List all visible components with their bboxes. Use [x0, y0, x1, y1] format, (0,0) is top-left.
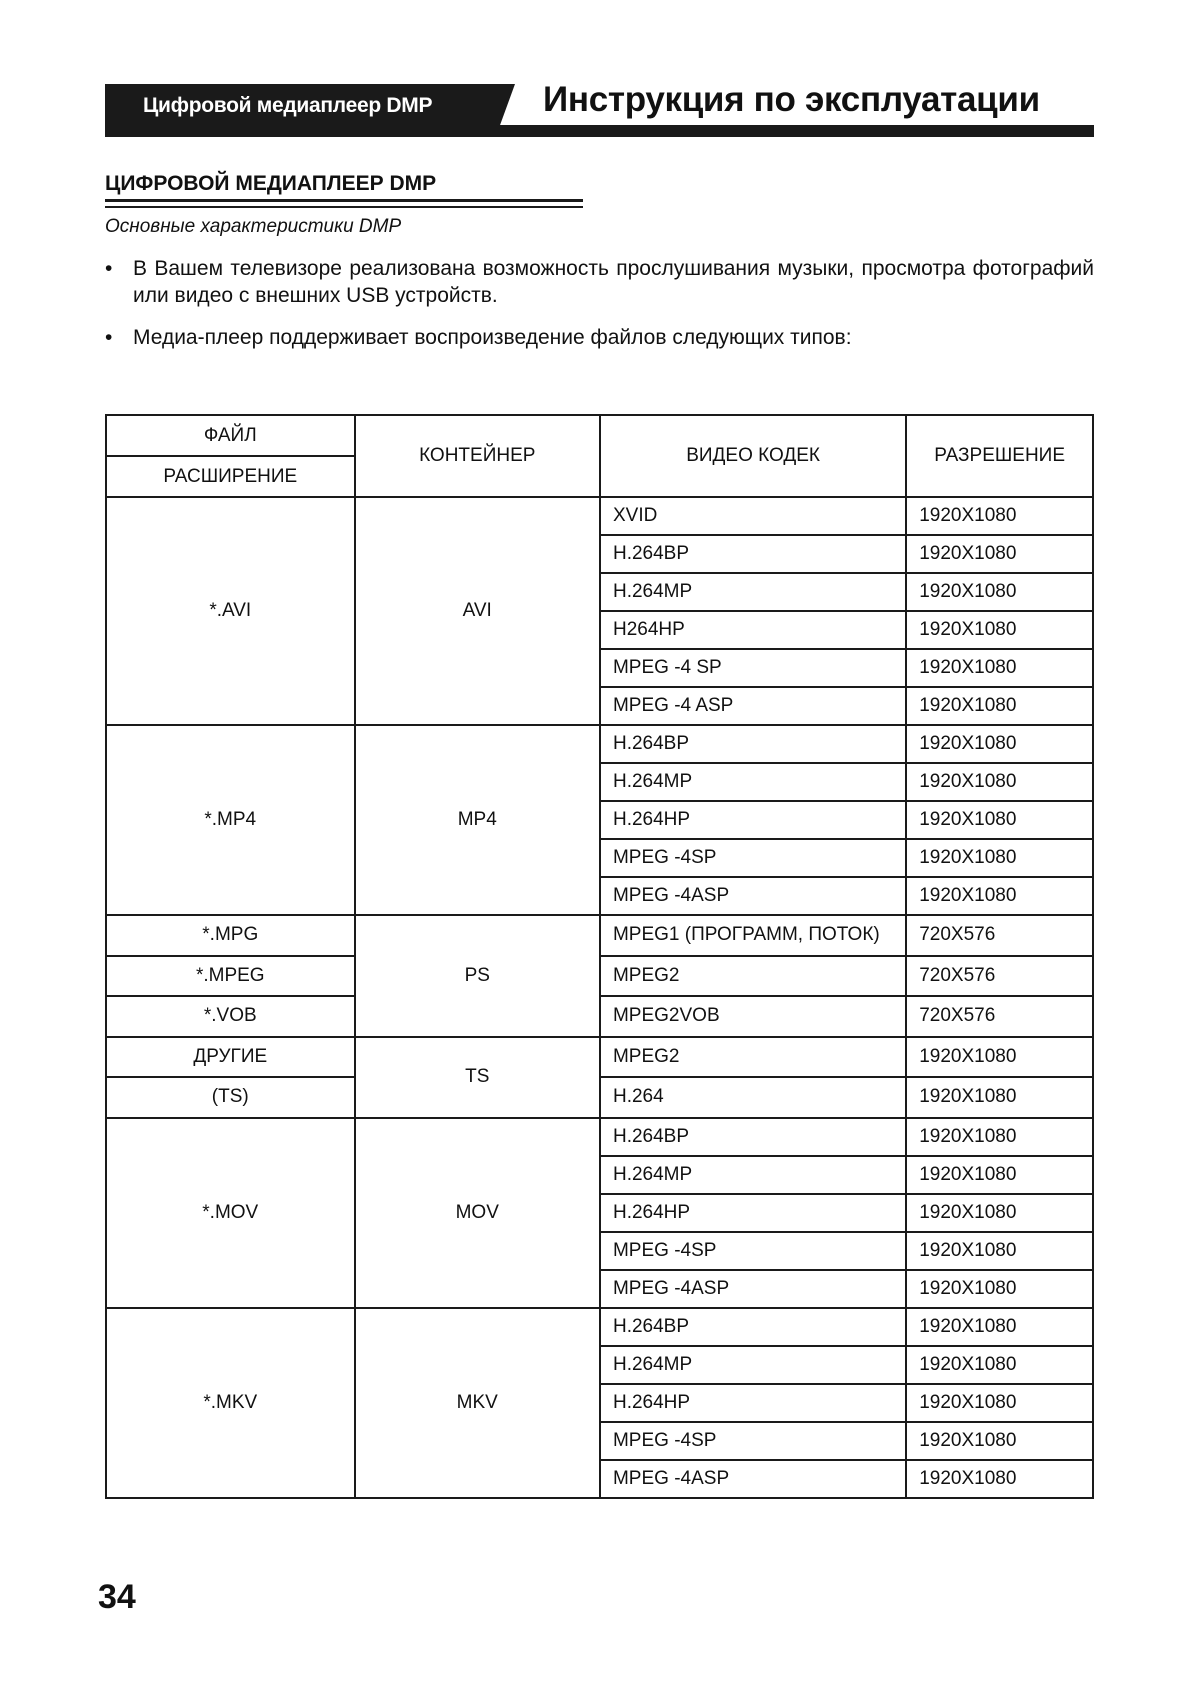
- extension-cell: *.MPEG: [106, 956, 355, 997]
- table-row: [106, 497, 1093, 535]
- codec-cell: MPEG -4ASP: [600, 1460, 906, 1498]
- codec-cell: MPEG -4ASP: [600, 1270, 906, 1308]
- codec-cell: MPEG2: [600, 1037, 906, 1078]
- bullet-text: В Вашем телевизоре реализована возможность прослушивания музыки, просмотра фотографий или видео с внешних USB устройств.: [133, 257, 1094, 307]
- table-header-row: [106, 415, 1093, 456]
- bullet-item: [105, 324, 1094, 351]
- table-row: [106, 956, 1093, 997]
- codec-cell: H.264BP: [600, 535, 906, 573]
- table-row: [106, 915, 1093, 956]
- extension-cell: *.MKV: [106, 1308, 355, 1498]
- codec-cell: MPEG2: [600, 956, 906, 997]
- resolution-cell: 1920X1080: [906, 535, 1093, 573]
- extension-cell: *.MPG: [106, 915, 355, 956]
- header-title: Инструкция по эксплуатации: [543, 80, 1040, 119]
- codec-cell: H264HP: [600, 611, 906, 649]
- resolution-cell: 1920X1080: [906, 877, 1093, 915]
- page-number: 34: [98, 1578, 136, 1616]
- table-row: [106, 725, 1093, 763]
- codec-cell: H.264MP: [600, 763, 906, 801]
- resolution-cell: 1920X1080: [906, 497, 1093, 535]
- resolution-cell: 1920X1080: [906, 649, 1093, 687]
- resolution-cell: 1920X1080: [906, 839, 1093, 877]
- header-product-label: Цифровой медиаплеер DMP: [143, 94, 433, 117]
- section-subtitle: Основные характеристики DMP: [105, 216, 402, 237]
- file-types-table: [105, 414, 1094, 1499]
- header-container: КОНТЕЙНЕР: [355, 415, 600, 497]
- header-codec: ВИДЕО КОДЕК: [600, 415, 906, 497]
- codec-cell: H.264BP: [600, 725, 906, 763]
- bullet-icon: •: [105, 257, 113, 280]
- table-row: [106, 1037, 1093, 1078]
- resolution-cell: 1920X1080: [906, 1037, 1093, 1078]
- resolution-cell: 1920X1080: [906, 1194, 1093, 1232]
- extension-cell: *.AVI: [106, 497, 355, 725]
- container-cell: MKV: [355, 1308, 600, 1498]
- resolution-cell: 1920X1080: [906, 725, 1093, 763]
- table-row: [106, 1077, 1093, 1118]
- extension-cell: *.MOV: [106, 1118, 355, 1308]
- codec-cell: MPEG -4 ASP: [600, 687, 906, 725]
- codec-cell: H.264HP: [600, 1194, 906, 1232]
- table-row: [106, 996, 1093, 1037]
- resolution-cell: 1920X1080: [906, 611, 1093, 649]
- table-row: [106, 1308, 1093, 1346]
- resolution-cell: 1920X1080: [906, 1346, 1093, 1384]
- container-cell: MOV: [355, 1118, 600, 1308]
- resolution-cell: 1920X1080: [906, 1270, 1093, 1308]
- resolution-cell: 1920X1080: [906, 763, 1093, 801]
- codec-cell: H.264MP: [600, 573, 906, 611]
- resolution-cell: 1920X1080: [906, 687, 1093, 725]
- codec-cell: MPEG2VOB: [600, 996, 906, 1037]
- container-cell: PS: [355, 915, 600, 1037]
- extension-cell: *.MP4: [106, 725, 355, 915]
- resolution-cell: 720X576: [906, 996, 1093, 1037]
- codec-cell: XVID: [600, 497, 906, 535]
- table-row: [106, 1118, 1093, 1156]
- extension-cell: ДРУГИЕ: [106, 1037, 355, 1078]
- section-title: ЦИФРОВОЙ МЕДИАПЛЕЕР DMP: [105, 172, 437, 195]
- codec-cell: H.264BP: [600, 1118, 906, 1156]
- codec-cell: MPEG -4SP: [600, 839, 906, 877]
- codec-cell: MPEG -4SP: [600, 1232, 906, 1270]
- codec-cell: H.264: [600, 1077, 906, 1118]
- resolution-cell: 1920X1080: [906, 1077, 1093, 1118]
- resolution-cell: 1920X1080: [906, 1308, 1093, 1346]
- resolution-cell: 1920X1080: [906, 1156, 1093, 1194]
- header-resolution: РАЗРЕШЕНИЕ: [906, 415, 1093, 497]
- header-extension: РАСШИРЕНИЕ: [106, 456, 355, 497]
- codec-cell: MPEG1 (ПРОГРАММ, ПОТОК): [600, 915, 906, 956]
- section-underline: [105, 206, 583, 208]
- codec-cell: H.264MP: [600, 1156, 906, 1194]
- resolution-cell: 720X576: [906, 915, 1093, 956]
- resolution-cell: 1920X1080: [906, 1232, 1093, 1270]
- codec-cell: MPEG -4 SP: [600, 649, 906, 687]
- bullet-text: Медиа-плеер поддерживает воспроизведение файлов следующих типов:: [133, 326, 852, 349]
- section-underline: [105, 199, 583, 202]
- resolution-cell: 1920X1080: [906, 801, 1093, 839]
- resolution-cell: 1920X1080: [906, 1422, 1093, 1460]
- container-cell: TS: [355, 1037, 600, 1118]
- codec-cell: MPEG -4SP: [600, 1422, 906, 1460]
- resolution-cell: 1920X1080: [906, 1118, 1093, 1156]
- codec-cell: H.264HP: [600, 1384, 906, 1422]
- codec-cell: H.264HP: [600, 801, 906, 839]
- container-cell: MP4: [355, 725, 600, 915]
- extension-cell: (TS): [106, 1077, 355, 1118]
- header-file: ФАЙЛ: [106, 415, 355, 456]
- bullet-item: [105, 255, 1094, 309]
- extension-cell: *.VOB: [106, 996, 355, 1037]
- codec-cell: MPEG -4ASP: [600, 877, 906, 915]
- resolution-cell: 1920X1080: [906, 573, 1093, 611]
- codec-cell: H.264BP: [600, 1308, 906, 1346]
- container-cell: AVI: [355, 497, 600, 725]
- resolution-cell: 1920X1080: [906, 1384, 1093, 1422]
- resolution-cell: 720X576: [906, 956, 1093, 997]
- codec-cell: H.264MP: [600, 1346, 906, 1384]
- bullet-icon: •: [105, 326, 113, 349]
- resolution-cell: 1920X1080: [906, 1460, 1093, 1498]
